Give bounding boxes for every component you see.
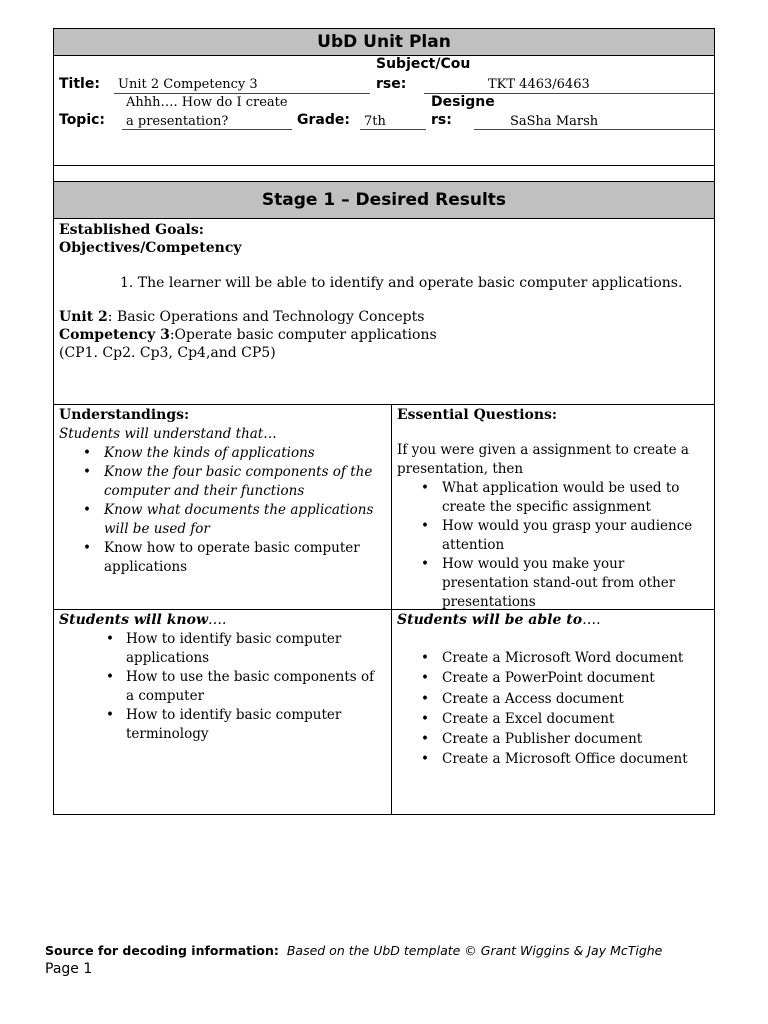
competency-text: :Operate basic computer applications <box>169 327 437 343</box>
designers-label-line1: Designe <box>431 94 495 110</box>
list-item: • Create a Microsoft Office document <box>397 749 709 769</box>
title-value: Unit 2 Competency 3 <box>118 77 258 92</box>
list-item: • Know what documents the applications will be used for <box>59 501 386 539</box>
students-able-label: Students will be able to <box>397 612 583 628</box>
list-item: • How to identify basic computer applications <box>59 630 386 668</box>
understandings-list <box>59 444 386 577</box>
list-item: • How to identify basic computer terminology <box>59 706 386 744</box>
subject-label-line1: Subject/Cou <box>376 56 471 72</box>
info-spacer-row <box>53 165 715 182</box>
unit-text: : Basic Operations and Technology Concepts <box>107 309 425 325</box>
source-line <box>45 942 662 960</box>
competency-label: Competency 3 <box>59 327 170 343</box>
info-block <box>53 55 715 166</box>
list-item: • Create a Excel document <box>397 709 709 729</box>
students-know-list <box>59 630 386 744</box>
title-underline <box>114 93 370 94</box>
goals-label: Established Goals: <box>59 222 204 238</box>
list-item: • How would you grasp your audience attention <box>397 517 709 555</box>
list-item: • How would you make your presentation stand-out from other presentations <box>397 555 709 612</box>
page-footer <box>45 942 662 978</box>
title-label: Title: <box>59 76 100 92</box>
stage1-header <box>53 181 715 219</box>
competency-codes: (CP1. Cp2. Cp3, Cp4,and CP5) <box>59 345 276 361</box>
objective-1: 1. The learner will be able to identify and operate basic computer applications. <box>120 275 683 291</box>
students-able-heading <box>397 611 709 630</box>
goals-block <box>53 218 715 405</box>
list-item: • Know the four basic components of the computer and their functions <box>59 463 386 501</box>
students-able-suffix: …. <box>582 612 601 628</box>
list-item: • Know the kinds of applications <box>59 444 386 463</box>
unit-line <box>59 308 709 326</box>
students-able-cell <box>391 609 715 815</box>
students-know-cell <box>53 609 392 815</box>
plan-header <box>53 28 715 56</box>
essential-questions-cell <box>391 404 715 610</box>
topic-label: Topic: <box>59 112 106 128</box>
list-item: • How to use the basic components of a computer <box>59 668 386 706</box>
designers-value: SaSha Marsh <box>510 114 599 129</box>
designers-underline <box>474 129 714 130</box>
understandings-cell <box>53 404 392 610</box>
grade-underline <box>360 129 426 130</box>
essential-questions-label: Essential Questions: <box>397 407 558 423</box>
source-label: Source for decoding information: <box>45 943 279 958</box>
list-item: • What application would be used to create the specific assignment <box>397 479 709 517</box>
understandings-label: Understandings: <box>59 407 190 423</box>
source-text: Based on the UbD template © Grant Wiggins & Jay McTighe <box>286 943 663 958</box>
grade-value: 7th <box>364 114 386 129</box>
objectives-label: Objectives/Competency <box>59 240 242 256</box>
designers-label-line2: rs: <box>431 112 452 128</box>
essential-questions-intro: If you were given a assignment to create a presentation, then <box>397 442 689 477</box>
list-item: • Know how to operate basic computer applications <box>59 539 386 577</box>
unit-label: Unit 2 <box>59 309 108 325</box>
list-item: • Create a Access document <box>397 689 709 709</box>
topic-value-line1: Ahhh…. How do I create <box>126 95 288 110</box>
competency-line <box>59 326 709 344</box>
list-item: • Create a PowerPoint document <box>397 668 709 688</box>
subject-label-line2: rse: <box>376 76 407 92</box>
topic-underline <box>122 129 292 130</box>
topic-value-line2: a presentation? <box>126 114 229 129</box>
students-know-label: Students will know <box>59 612 209 628</box>
students-know-suffix: …. <box>208 612 227 628</box>
students-able-list <box>397 648 709 770</box>
students-know-heading <box>59 611 386 630</box>
stage1-title: Stage 1 – Desired Results <box>261 190 507 210</box>
subject-value: TKT 4463/6463 <box>488 77 590 92</box>
page-number: Page 1 <box>45 961 93 977</box>
grade-label: Grade: <box>297 112 350 128</box>
list-item: • Create a Microsoft Word document <box>397 648 709 668</box>
essential-questions-list <box>397 479 709 612</box>
plan-title: UbD Unit Plan <box>317 32 451 52</box>
list-item: • Create a Publisher document <box>397 729 709 749</box>
understandings-intro: Students will understand that… <box>59 426 277 442</box>
